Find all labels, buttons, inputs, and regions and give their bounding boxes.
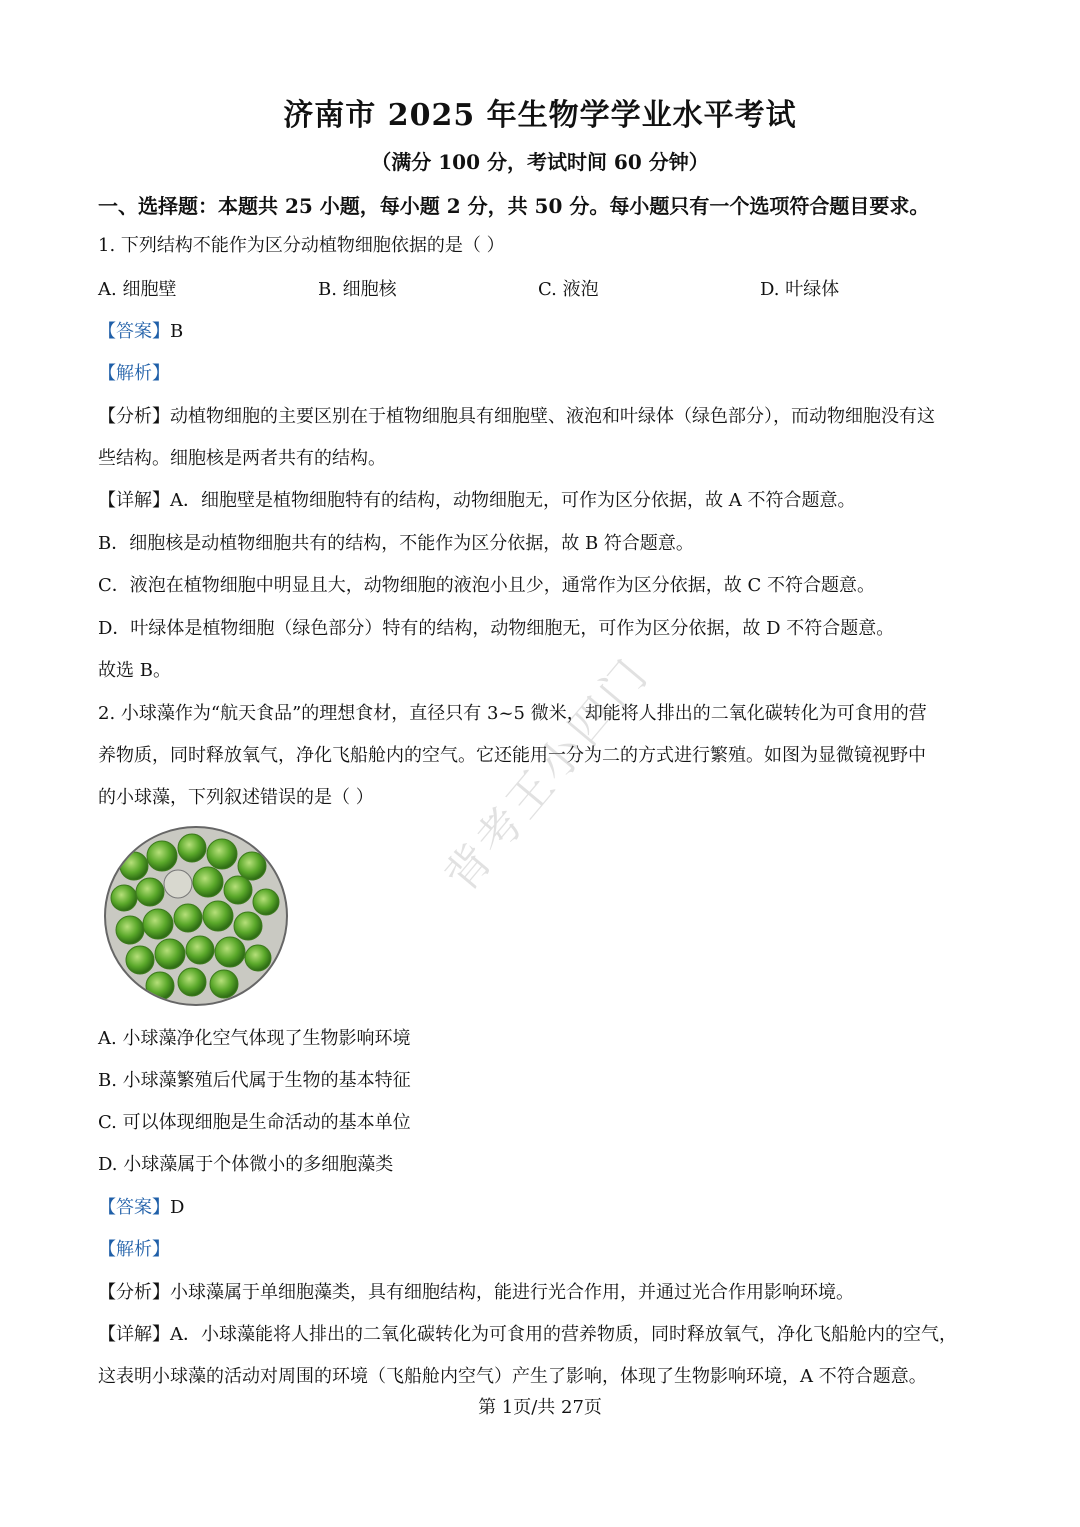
exam-subtitle: （满分 100 分，考试时间 60 分钟） — [371, 150, 709, 174]
algae-cell — [174, 904, 202, 932]
q2-fenxi — [98, 1281, 854, 1305]
section-heading: 一、选择题：本题共 25 小题，每小题 2 分，共 50 分。每小题只有一个选项符合题目要求。 — [98, 194, 930, 218]
page-title: 济南市 2025 年生物学学业水平考试 — [283, 98, 797, 133]
algae-cell — [238, 852, 266, 880]
q1-xiangjie-d: D．叶绿体是植物细胞（绿色部分）特有的结构，动物细胞无，可作为区分依据，故 D 不符合题意。 — [98, 618, 895, 639]
algae-cell — [224, 876, 252, 904]
algae-cell — [186, 936, 214, 964]
algae-cell — [147, 841, 177, 871]
algae-cell — [193, 867, 223, 897]
microscope-view-image — [104, 826, 288, 1006]
q2-option-a: A. 小球藻净化空气体现了生物影响环境 — [98, 1028, 411, 1049]
q1-option-d: D. 叶绿体 — [760, 279, 840, 300]
watermark: 背考王小四门 — [435, 648, 660, 902]
xiangjie-text: A．细胞壁是植物细胞特有的结构，动物细胞无，可作为区分依据，故 A 不符合题意。 — [170, 490, 856, 511]
algae-cell — [210, 970, 238, 998]
algae-cell — [126, 946, 154, 974]
q1-analysis-tag: 【解析】 — [98, 363, 170, 384]
xiangjie-tag: 【详解】 — [98, 490, 170, 511]
algae-cell — [136, 878, 164, 906]
fenxi-tag: 【分析】 — [98, 406, 170, 427]
q1-fenxi-line2: 些结构。细胞核是两者共有的结构。 — [98, 448, 386, 469]
q2-xiangjie — [98, 1323, 957, 1347]
q1-xiangjie-c: C．液泡在植物细胞中明显且大，动物细胞的液泡小且少，通常作为区分依据，故 C 不符合题意。 — [98, 575, 875, 596]
algae-cell — [245, 945, 271, 971]
q1-xiangjie-b: B．细胞核是动植物细胞共有的结构，不能作为区分依据，故 B 符合题意。 — [98, 533, 694, 554]
answer-value: D — [170, 1197, 185, 1218]
q2-option-b: B. 小球藻繁殖后代属于生物的基本特征 — [98, 1070, 411, 1091]
fenxi-tag: 【分析】 — [98, 1282, 170, 1303]
algae-cell — [146, 972, 174, 1000]
algae-cell — [234, 912, 262, 940]
q1-option-c: C. 液泡 — [538, 279, 599, 300]
algae-cell — [143, 909, 173, 939]
q1-option-b: B. 细胞核 — [318, 279, 397, 300]
algae-cell — [120, 852, 148, 880]
q2-analysis-tag: 【解析】 — [98, 1239, 170, 1260]
algae-cell — [178, 968, 206, 996]
q1-conclusion: 故选 B。 — [98, 660, 171, 681]
algae-cell — [116, 916, 144, 944]
xiangjie-tag: 【详解】 — [98, 1324, 170, 1345]
algae-cell — [253, 889, 279, 915]
q1-option-a: A. 细胞壁 — [98, 279, 177, 300]
q2-stem-line1: 2. 小球藻作为“航天食品”的理想食材，直径只有 3~5 微米，却能将人排出的二氧化碳转化为可食用的营 — [98, 703, 927, 724]
answer-value: B — [170, 321, 184, 342]
algae-cell — [215, 937, 245, 967]
q2-option-c: C. 可以体现细胞是生命活动的基本单位 — [98, 1112, 411, 1133]
xiangjie-text: A．小球藻能将人排出的二氧化碳转化为可食用的营养物质，同时释放氧气，净化飞船舱内的空气， — [170, 1324, 957, 1345]
q2-answer — [98, 1196, 184, 1220]
algae-cell — [178, 834, 206, 862]
q1-stem: 1. 下列结构不能作为区分动植物细胞依据的是（ ） — [98, 235, 505, 256]
q2-stem-line3: 的小球藻，下列叙述错误的是（ ） — [98, 787, 374, 808]
q2-xiangjie-line2: 这表明小球藻的活动对周围的环境（飞船舱内空气）产生了影响，体现了生物影响环境，A 不符合题意。 — [98, 1366, 927, 1387]
q1-xiangjie — [98, 489, 855, 513]
q1-answer — [98, 320, 183, 344]
algae-cell — [203, 901, 233, 931]
algae-cell — [111, 885, 137, 911]
algae-cell — [155, 939, 185, 969]
q1-fenxi — [98, 405, 935, 429]
answer-tag: 【答案】 — [98, 321, 170, 342]
answer-tag: 【答案】 — [98, 1197, 170, 1218]
q2-stem-line2: 养物质，同时释放氧气，净化飞船舱内的空气。它还能用一分为二的方式进行繁殖。如图为显微镜视野中 — [98, 745, 926, 766]
fenxi-text: 小球藻属于单细胞藻类，具有细胞结构，能进行光合作用，并通过光合作用影响环境。 — [170, 1282, 854, 1303]
q2-option-d: D. 小球藻属于个体微小的多细胞藻类 — [98, 1154, 394, 1175]
algae-cell — [164, 870, 192, 898]
fenxi-text: 动植物细胞的主要区别在于植物细胞具有细胞壁、液泡和叶绿体（绿色部分），而动物细胞没有这 — [170, 406, 935, 427]
algae-cell — [207, 839, 237, 869]
page-footer: 第 1页/共 27页 — [478, 1397, 602, 1418]
